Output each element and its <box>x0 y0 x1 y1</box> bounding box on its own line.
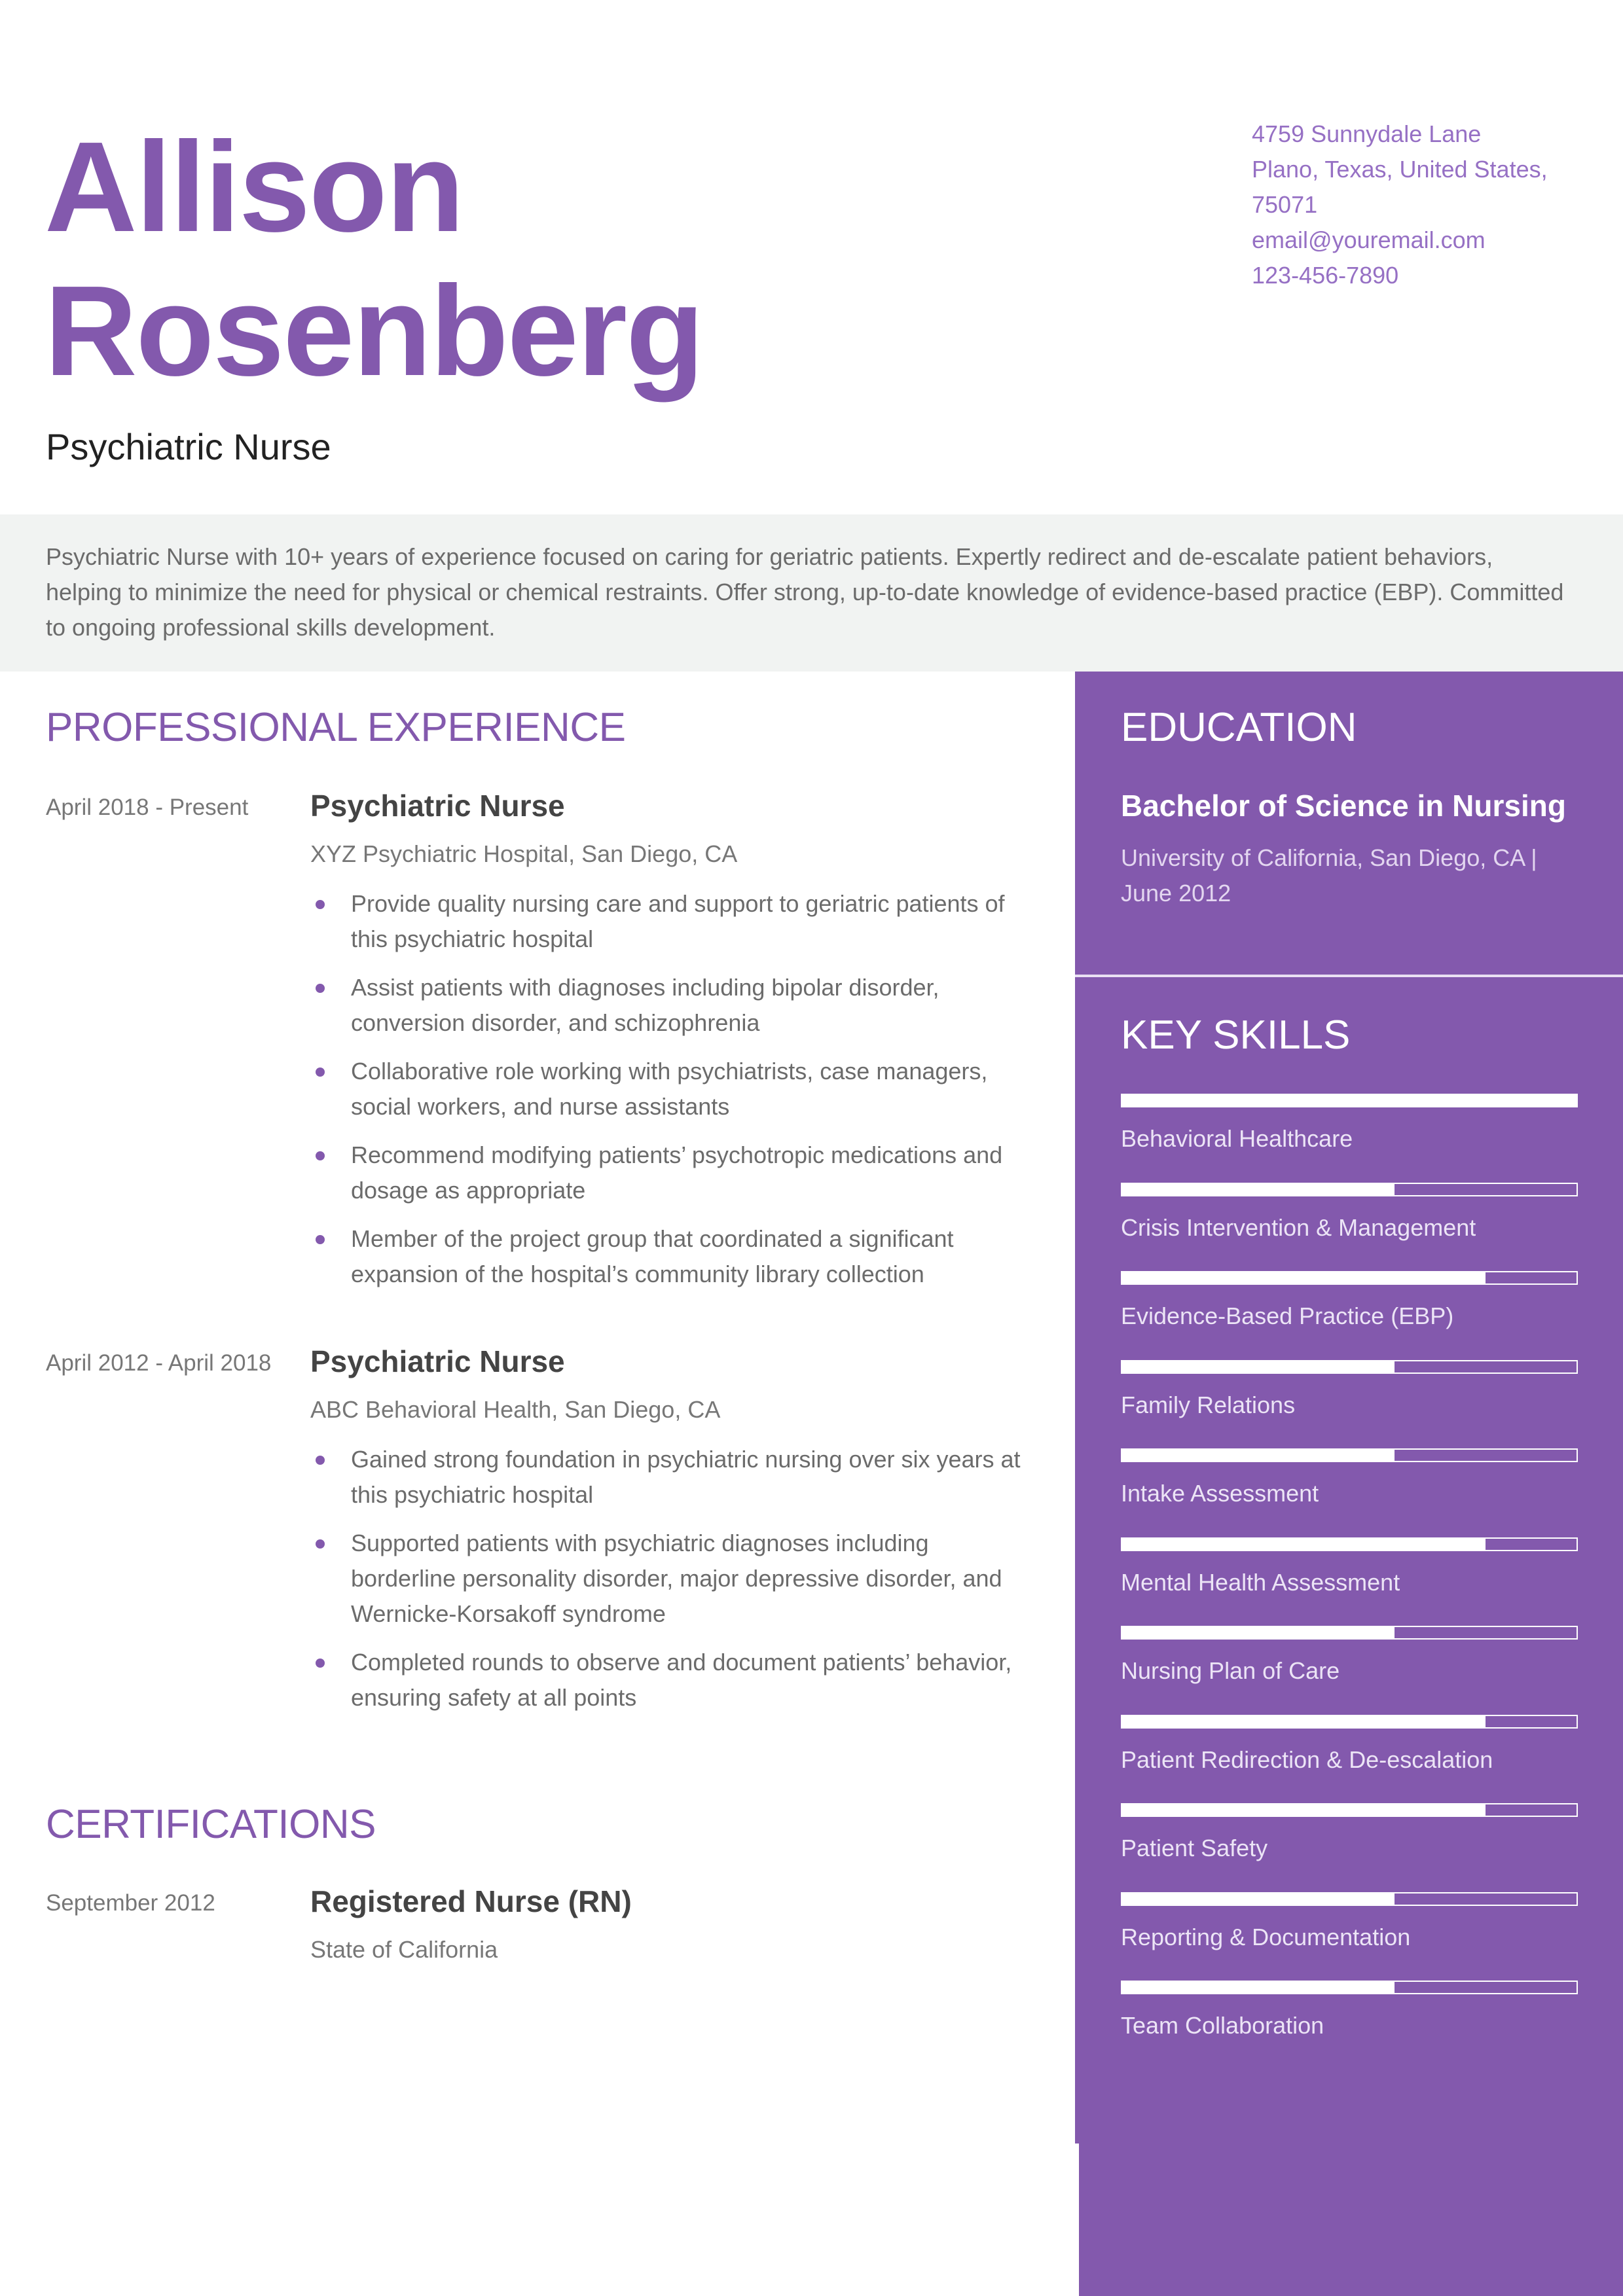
degree: Bachelor of Science in Nursing <box>1121 789 1566 823</box>
bullet-dot-icon <box>316 900 325 909</box>
sidebar-notch <box>1075 2144 1079 2296</box>
bullet-text: Supported patients with psychiatric diagnoses including borderline personality disorder, major depressive disorder, and Wernicke-Korsakoff syndrome <box>351 1530 1002 1627</box>
skill-label: Patient Redirection & De-escalation <box>1121 1746 1493 1773</box>
skill-level-fill <box>1122 1804 1486 1816</box>
bullet-item <box>310 1645 1037 1715</box>
resume-header <box>0 0 1623 514</box>
summary-band <box>0 514 1623 672</box>
address-line-2: Plano, Texas, United States, 75071 <box>1252 156 1548 218</box>
job-title: Psychiatric Nurse <box>46 426 331 467</box>
skill-level-bar <box>1121 1981 1578 1994</box>
skill-item <box>1121 1892 1578 1971</box>
bullet-text: Collaborative role working with psychiatrists, case managers, social workers, and nurse assistants <box>351 1058 988 1120</box>
skill-label: Team Collaboration <box>1121 2012 1324 2039</box>
entry-dates: April 2018 - Present <box>46 795 249 820</box>
skill-level-fill <box>1122 1361 1395 1372</box>
certification-date: September 2012 <box>46 1890 215 1916</box>
skill-level-fill <box>1122 1893 1395 1905</box>
skill-level-bar <box>1121 1626 1578 1640</box>
skill-item <box>1121 1537 1578 1616</box>
bullet-text: Provide quality nursing care and support to geriatric patients of this psychiatric hospital <box>351 890 1005 952</box>
skill-item <box>1121 1803 1578 1882</box>
skill-label: Nursing Plan of Care <box>1121 1657 1340 1684</box>
skill-label: Crisis Intervention & Management <box>1121 1213 1476 1241</box>
education-section <box>1075 672 1623 976</box>
skill-level-fill <box>1122 1716 1486 1727</box>
experience-heading: PROFESSIONAL EXPERIENCE <box>46 705 626 750</box>
skill-label: Patient Safety <box>1121 1835 1268 1861</box>
bullet-text: Assist patients with diagnoses including bipolar disorder, conversion disorder, and schizophrenia <box>351 974 939 1036</box>
summary-text: Psychiatric Nurse with 10+ years of experience focused on caring for geriatric patients. Expertly redirect and de-escalate patient behaviors, helping to minimize the need for physical or chemical restraints. Offer strong, up-to-date knowledge of evidence-based practice (EBP). Committed to ongoing professional skills development. <box>46 543 1564 641</box>
skill-level-bar <box>1121 1537 1578 1551</box>
entry-organization: ABC Behavioral Health, San Diego, CA <box>310 1396 721 1423</box>
address-line-1: 4759 Sunnydale Lane <box>1252 120 1482 147</box>
bullet-text: Gained strong foundation in psychiatric nursing over six years at this psychiatric hospital <box>351 1446 1021 1508</box>
certification-entry <box>46 1884 1028 2001</box>
bullet-dot-icon <box>316 1456 325 1465</box>
skill-item <box>1121 1626 1578 1704</box>
bullet-text: Member of the project group that coordinated a significant expansion of the hospital’s community library collection <box>351 1225 954 1287</box>
skill-item <box>1121 1183 1578 1261</box>
bullet-text: Recommend modifying patients’ psychotropic medications and dosage as appropriate <box>351 1141 1003 1204</box>
contact-block <box>1252 117 1566 293</box>
bullet-item <box>310 886 1037 957</box>
skill-level-bar <box>1121 1094 1578 1107</box>
bullet-dot-icon <box>316 984 325 993</box>
skill-item <box>1121 1360 1578 1439</box>
skill-label: Reporting & Documentation <box>1121 1923 1411 1950</box>
skill-level-bar <box>1121 1448 1578 1462</box>
skill-label: Intake Assessment <box>1121 1480 1319 1507</box>
certifications-heading: CERTIFICATIONS <box>46 1802 376 1847</box>
bullet-dot-icon <box>316 1067 325 1077</box>
certification-name: Registered Nurse (RN) <box>310 1884 632 1918</box>
entry-role: Psychiatric Nurse <box>310 1344 565 1378</box>
skill-level-fill <box>1122 1627 1395 1638</box>
skill-level-fill <box>1122 1539 1486 1550</box>
entry-bullets <box>310 1442 1037 1729</box>
bullet-dot-icon <box>316 1235 325 1244</box>
skill-level-fill <box>1122 1982 1395 1993</box>
email[interactable]: email@youremail.com <box>1252 226 1486 253</box>
skill-label: Family Relations <box>1121 1391 1296 1418</box>
bullet-item <box>310 1221 1037 1292</box>
candidate-name <box>45 115 1027 403</box>
experience-entry <box>46 788 1028 1312</box>
skills-heading: KEY SKILLS <box>1121 1013 1351 1058</box>
bullet-item <box>310 1442 1037 1513</box>
entry-role: Psychiatric Nurse <box>310 789 565 823</box>
skill-level-bar <box>1121 1715 1578 1729</box>
bullet-text: Completed rounds to observe and document patients’ behavior, ensuring safety at all points <box>351 1649 1012 1711</box>
skill-level-fill <box>1122 1095 1577 1106</box>
sidebar <box>1075 672 1623 2296</box>
sidebar-divider <box>1075 975 1623 977</box>
skill-level-fill <box>1122 1272 1486 1283</box>
skill-item <box>1121 1715 1578 1793</box>
skill-level-fill <box>1122 1184 1395 1195</box>
skill-label: Mental Health Assessment <box>1121 1568 1400 1596</box>
entry-bullets <box>310 886 1037 1305</box>
skill-level-bar <box>1121 1892 1578 1906</box>
phone[interactable]: 123-456-7890 <box>1252 262 1399 289</box>
skill-level-bar <box>1121 1271 1578 1285</box>
education-heading: EDUCATION <box>1121 705 1357 750</box>
first-name: Allison <box>45 115 464 259</box>
entry-dates: April 2012 - April 2018 <box>46 1350 272 1376</box>
skill-item <box>1121 1981 1578 2059</box>
skill-label: Behavioral Healthcare <box>1121 1125 1353 1152</box>
bullet-item <box>310 1526 1037 1632</box>
skill-item <box>1121 1271 1578 1350</box>
skill-level-bar <box>1121 1360 1578 1374</box>
skill-label: Evidence-Based Practice (EBP) <box>1121 1302 1454 1329</box>
last-name: Rosenberg <box>45 259 703 403</box>
bullet-item <box>310 1138 1037 1208</box>
skill-level-bar <box>1121 1183 1578 1196</box>
skill-level-bar <box>1121 1803 1578 1817</box>
skill-level-fill <box>1122 1450 1395 1461</box>
bullet-dot-icon <box>316 1151 325 1160</box>
skill-item <box>1121 1094 1578 1172</box>
skill-item <box>1121 1448 1578 1527</box>
certification-issuer: State of California <box>310 1936 498 1963</box>
bullet-dot-icon <box>316 1539 325 1549</box>
experience-entry <box>46 1344 1028 1769</box>
entry-organization: XYZ Psychiatric Hospital, San Diego, CA <box>310 840 738 867</box>
bullet-item <box>310 1054 1037 1124</box>
bullet-dot-icon <box>316 1659 325 1668</box>
bullet-item <box>310 970 1037 1041</box>
school: University of California, San Diego, CA | June 2012 <box>1121 844 1537 906</box>
